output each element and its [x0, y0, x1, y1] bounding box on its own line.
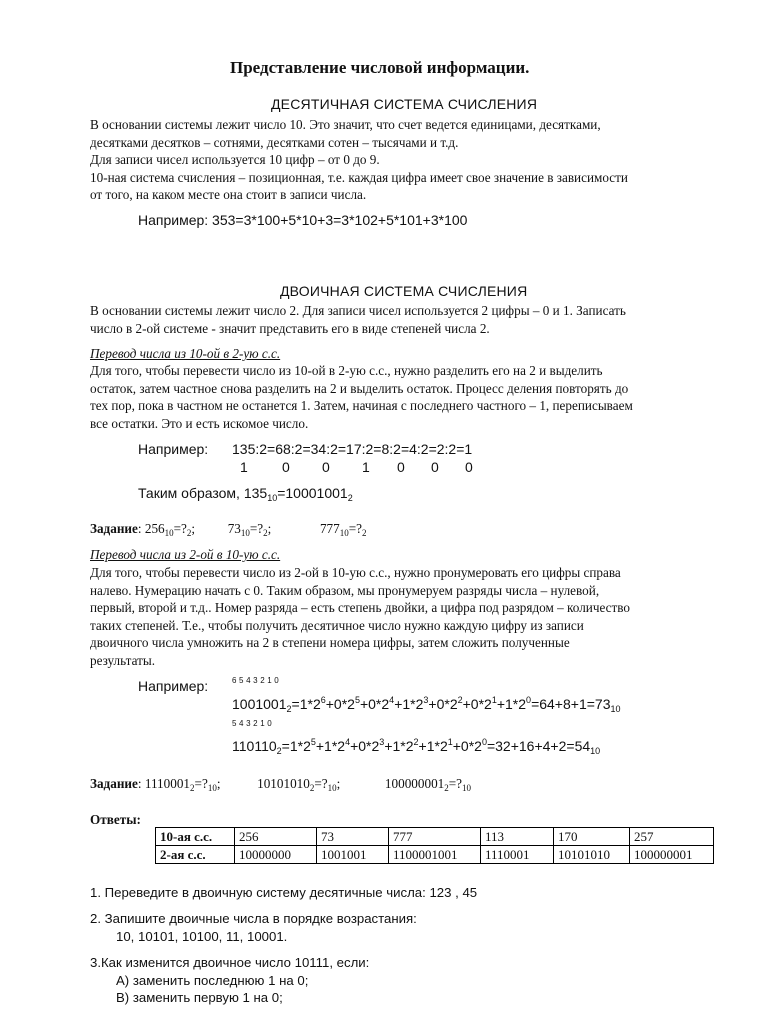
remainder: 1 — [362, 459, 370, 475]
text-line: результаты. — [90, 652, 156, 668]
table-cell: 10000000 — [235, 846, 317, 864]
decimal-text — [90, 116, 740, 204]
task-item: $1110001_2=?_{10}$; — [144, 776, 221, 793]
task-to-binary: Задание: $256_{10}=?_2$; $73_{10}=?_2$; $777_{10}=?_2$ — [90, 521, 367, 538]
binary-heading: ДВОИЧНАЯ СИСТЕМА СЧИСЛЕНИЯ — [280, 283, 528, 299]
text-line: Для записи чисел используется 10 цифр – от 0 до 9. — [90, 152, 380, 168]
digit-positions-1: 6543210 — [232, 676, 282, 685]
exercise-3-b: В) заменить первую 1 на 0; — [116, 990, 283, 1005]
text-line: двоичного числа умножить на 2 в степени номера цифры, затем сложить полученные — [90, 635, 570, 651]
exercise-1: 1. Переведите в двоичную систему десятичные числа: 123 , 45 — [90, 885, 478, 900]
table-cell: 170 — [554, 828, 630, 846]
table-cell: 10101010 — [554, 846, 630, 864]
decimal-heading: ДЕСЯТИЧНАЯ СИСТЕМА СЧИСЛЕНИЯ — [271, 96, 538, 112]
exercise-2: 2. Запишите двоичные числа в порядке возрастания: — [90, 911, 417, 926]
task-item: $100000001_2=?_{10}$ — [384, 776, 472, 793]
table-cell: 1001001 — [317, 846, 389, 864]
text-line: В основании системы лежит число 10. Это значит, что счет ведется единицами, десятками, — [90, 117, 601, 132]
remainder: 0 — [431, 459, 439, 475]
text-line: налево. Нумерацию начать с 0. Таким образом, мы пронумеруем разряды числа – нулевой, — [90, 582, 600, 598]
text-line: Для того, чтобы перевести число из 2-ой в 10-ую с.с., нужно пронумеровать его цифры справа — [90, 565, 621, 580]
to-decimal-text — [90, 564, 740, 670]
division-chain: 135:2=68:2=34:2=17:2=8:2=4:2=2:2=1 — [232, 441, 473, 457]
to-binary-result — [138, 485, 353, 503]
task-item: $73_{10}=?_2$; — [227, 521, 272, 538]
task-label: Задание — [90, 521, 138, 536]
table-cell: 113 — [481, 828, 554, 846]
text-line: все остатки. Это и есть искомое число. — [90, 415, 309, 431]
result-prefix: Таким образом, 135 — [138, 485, 268, 501]
exercise-2-values: 10, 10101, 10100, 11, 10001. — [116, 929, 288, 944]
answers-label: Ответы: — [90, 812, 141, 827]
exercise-3: 3.Как изменится двоичное число 10111, если: — [90, 955, 370, 970]
remainder: 1 — [240, 459, 248, 475]
text-line: Для того, чтобы перевести число из 10-ой в 2-ую с.с., нужно разделить его на 2 и выделить — [90, 363, 603, 378]
table-cell: 777 — [389, 828, 481, 846]
text-line: число в 2-ой системе - значит представить его в виде степеней числа 2. — [90, 320, 490, 336]
base-subscript: 10 — [267, 493, 278, 503]
to-binary-subheading: Перевод числа из 10-ой в 2-ую с.с. — [90, 346, 281, 361]
remainder: 0 — [282, 459, 290, 475]
remainder: 0 — [397, 459, 405, 475]
text-line: первый, второй и т.д.. Номер разряда – есть степень двойки, а цифра под разрядом – количество — [90, 600, 631, 616]
row-header: 10-ая с.с. — [156, 828, 235, 846]
exercise-3-a: А) заменить последнюю 1 на 0; — [116, 973, 309, 988]
digit-positions-2: 543210 — [232, 719, 275, 728]
task-item: $10101010_2=?_{10}$; — [257, 776, 341, 793]
table-cell: 1110001 — [481, 846, 554, 864]
table-cell: 1100001001 — [389, 846, 481, 864]
to-decimal-subheading: Перевод числа из 2-ой в 10-ую с.с. — [90, 547, 281, 562]
table-row — [156, 828, 714, 846]
table-row — [156, 846, 714, 864]
table-cell: 100000001 — [630, 846, 714, 864]
text-line: В основании системы лежит число 2. Для записи чисел используется 2 цифры – 0 и 1. Записать — [90, 303, 626, 318]
to-decimal-example-label: Например: — [138, 678, 209, 694]
result-value: =10001001 — [277, 485, 348, 501]
text-line: остаток, затем частное снова разделить на 2 и выделить остаток. Процесс деления повторять до — [90, 380, 629, 396]
task-item: $256_{10}=?_2$; — [144, 521, 196, 538]
text-line: от того, на каком месте она стоит в записи числа. — [90, 187, 367, 203]
task-item: $777_{10}=?_2$ — [319, 521, 367, 538]
table-cell: 257 — [630, 828, 714, 846]
remainders-row — [240, 459, 473, 475]
to-binary-example-label: Например: — [138, 441, 209, 457]
expansion-2: $110110_2=1*2^5+1*2^4+0*2^3+1*2^2+1*2^1+0*2^0=32+16+4+2=54_{10}$ — [232, 737, 601, 756]
binary-text — [90, 302, 740, 337]
decimal-example: Например: 353=3*100+5*10+3=3*102+5*101+3*100 — [138, 212, 468, 228]
expansion-1: $1001001_2=1*2^6+0*2^5+0*2^4+1*2^3+0*2^2+0*2^1+1*2^0=64+8+1=73_{10}$ — [232, 695, 621, 714]
text-line: 10-ная система счисления – позиционная, т.е. каждая цифра имеет свое значение в зависимости — [90, 169, 628, 185]
page-title: Представление числовой информации. — [230, 58, 530, 77]
task-to-decimal: Задание: $1110001_2=?_{10}$; $10101010_2=?_{10}$; $100000001_2=?_{10}$ — [90, 776, 472, 793]
remainder: 0 — [465, 459, 473, 475]
task-label: Задание — [90, 776, 138, 791]
table-cell: 73 — [317, 828, 389, 846]
table-cell: 256 — [235, 828, 317, 846]
row-header: 2-ая с.с. — [156, 846, 235, 864]
remainder: 0 — [322, 459, 330, 475]
base-subscript: 2 — [347, 493, 353, 503]
text-line: таких степеней. Т.е., чтобы получить десятичное число нужно каждую цифру из записи — [90, 617, 584, 633]
answers-table — [155, 827, 714, 864]
text-line: тех пор, пока в частном не останется 1. Затем, начиная с последнего частного – 1, переписываем — [90, 398, 633, 414]
text-line: десятками десятков – сотнями, десятками сотен – тысячами и т.д. — [90, 134, 459, 150]
to-binary-text — [90, 362, 740, 432]
